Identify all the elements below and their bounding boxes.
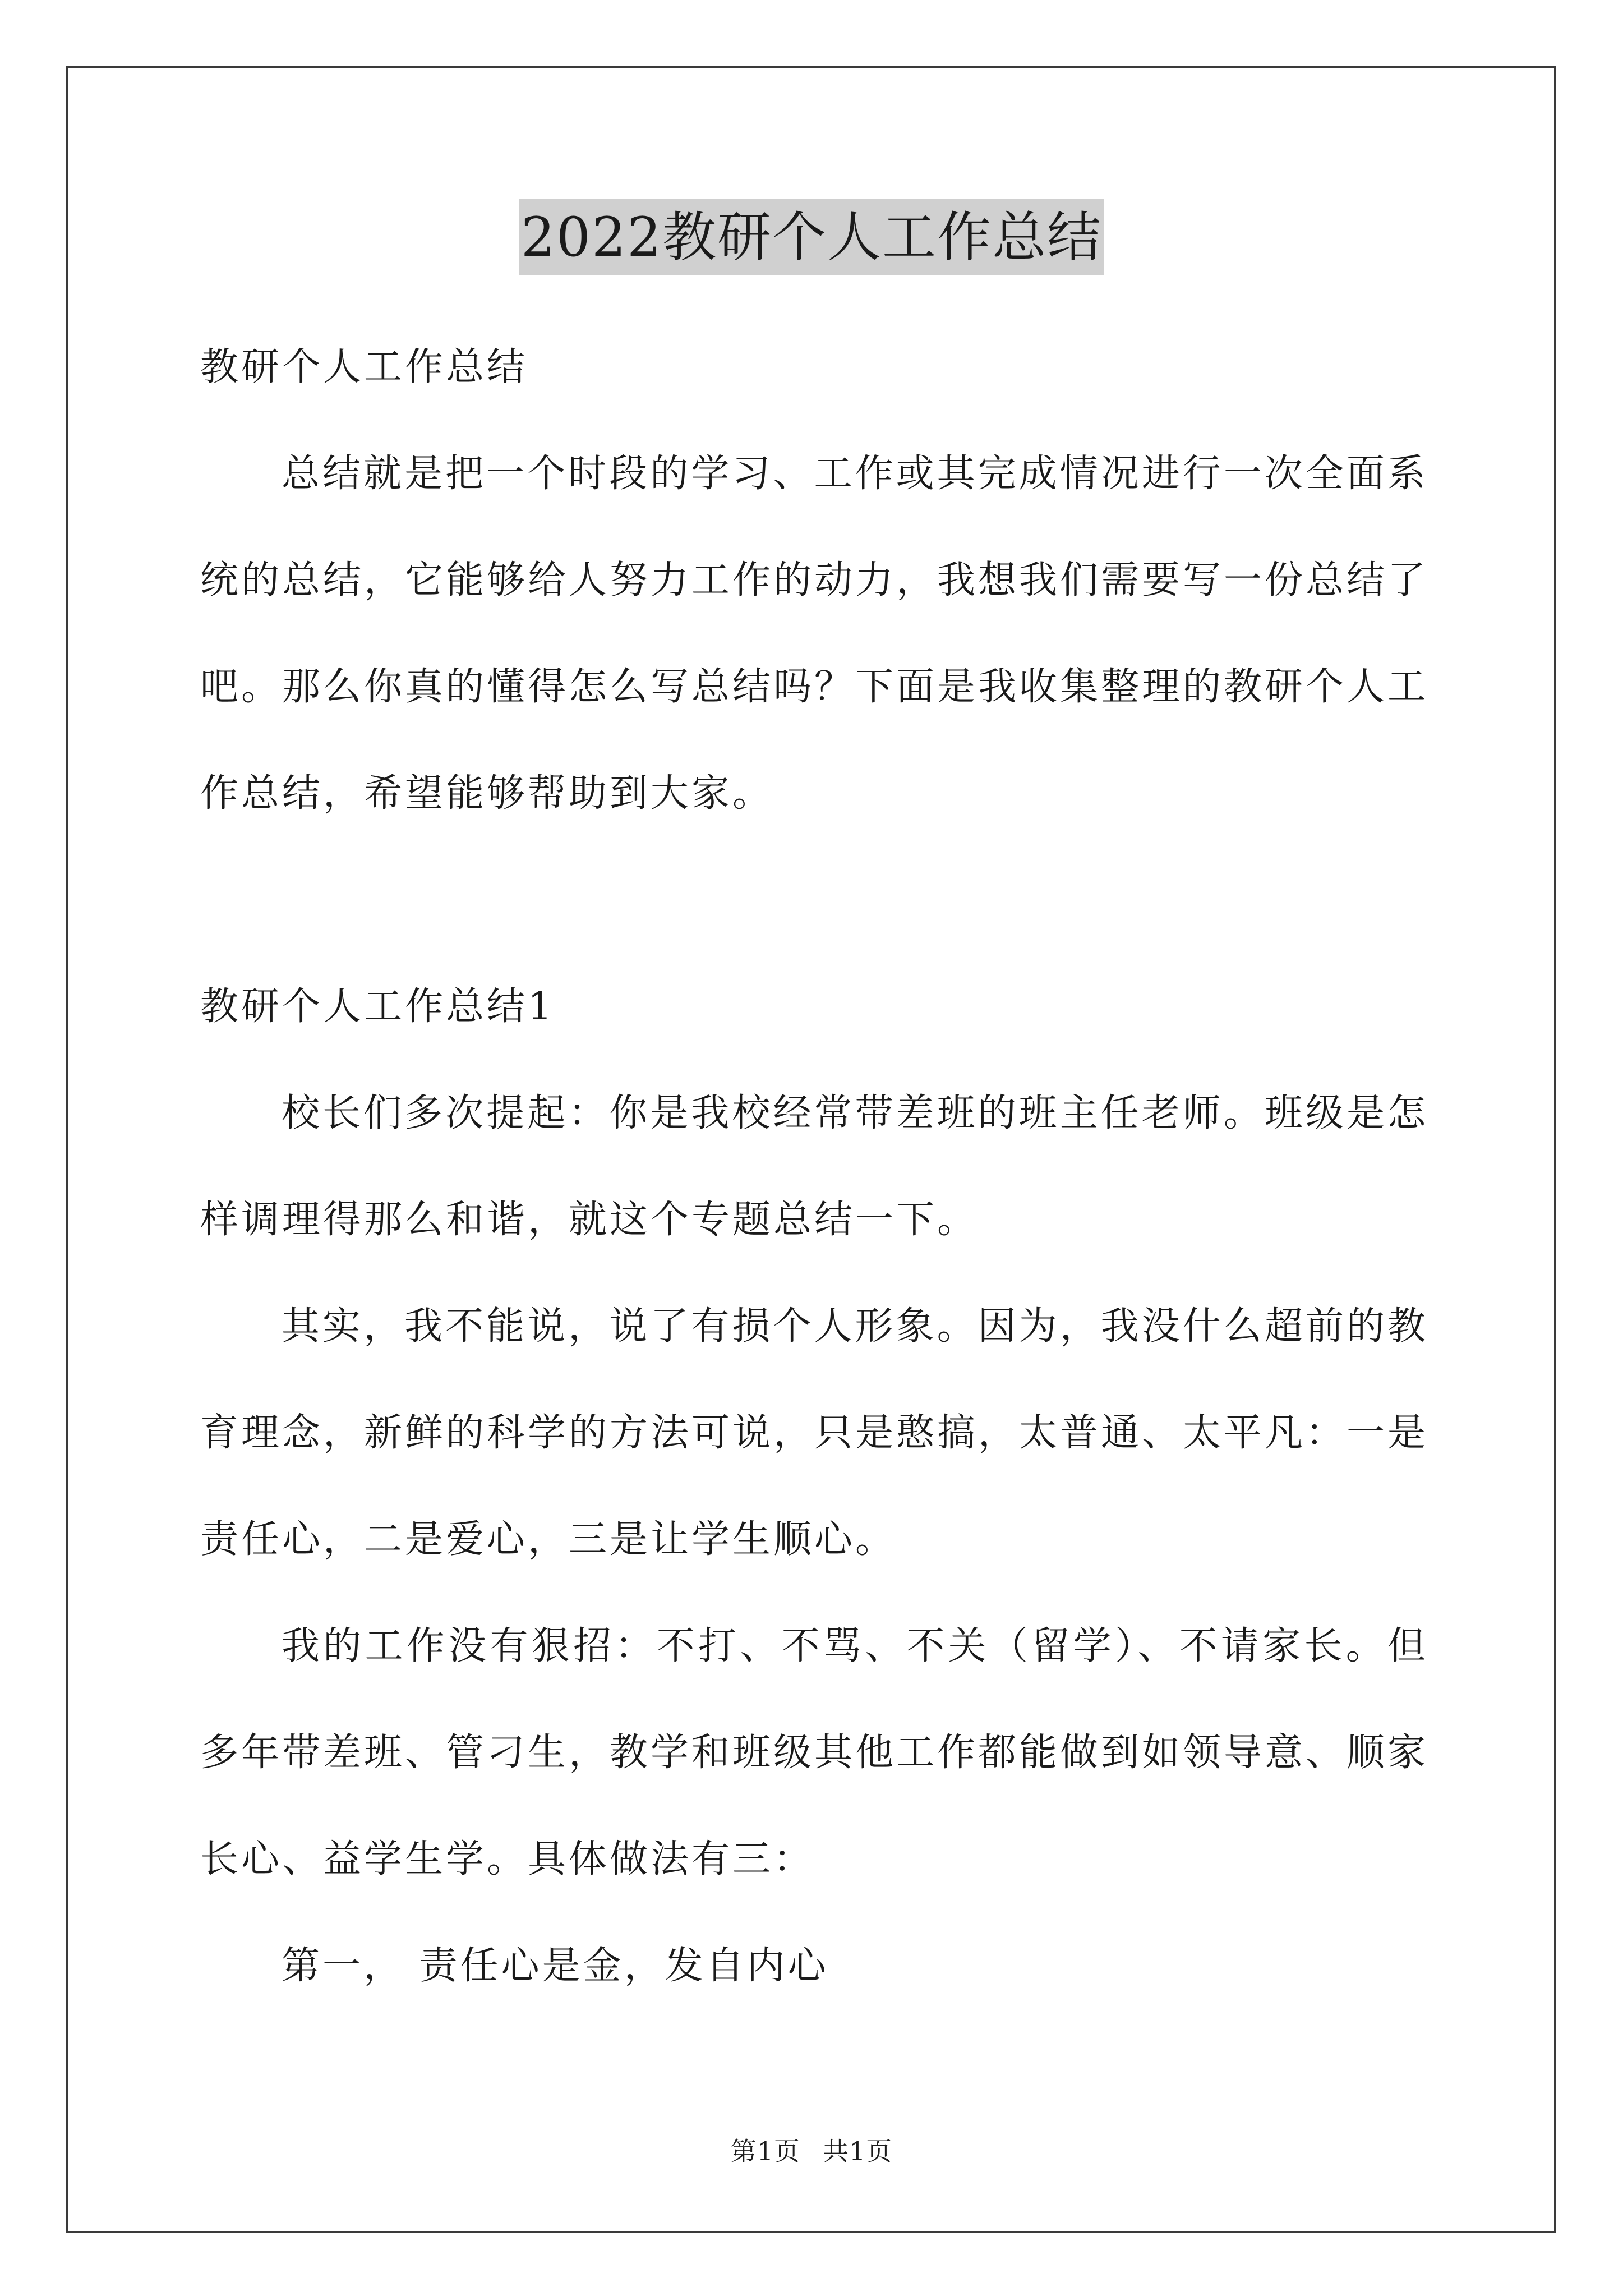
body-paragraph: 我的工作没有狠招：不打、不骂、不关（留学）、不请家长。但多年带差班、管刁生，教学和班级其他工作都能做到如领导意、顺家长心、益学生学。具体做法有三： xyxy=(200,1624,1429,1881)
section-heading: 教研个人工作总结1 xyxy=(200,984,555,1029)
page-footer xyxy=(0,2134,1623,2168)
page-number: 第1页 xyxy=(730,2136,800,2166)
subtitle-heading: 教研个人工作总结 xyxy=(200,345,528,389)
body-paragraph: 其实，我不能说，说了有损个人形象。因为，我没什么超前的教育理念，新鲜的科学的方法可说，只是憨搞，太普通、太平凡：一是责任心，二是爱心，三是让学生顺心。 xyxy=(200,1304,1429,1562)
intro-paragraph: 总结就是把一个时段的学习、工作或其完成情况进行一次全面系统的总结，它能够给人努力工作的动力，我想我们需要写一份总结了吧。那么你真的懂得怎么写总结吗？下面是我收集整理的教研个人工作总结，希望能够帮助到大家。 xyxy=(200,452,1429,816)
body-paragraph: 校长们多次提起：你是我校经常带差班的班主任老师。班级是怎样调理得那么和谐，就这个专题总结一下。 xyxy=(200,1091,1428,1242)
title-container xyxy=(0,199,1623,275)
document-body xyxy=(200,314,1428,2019)
page-total: 共1页 xyxy=(823,2136,893,2166)
document-title: 2022教研个人工作总结 xyxy=(519,199,1104,275)
point-heading: 第一， 责任心是金，发自内心 xyxy=(282,1944,829,1988)
